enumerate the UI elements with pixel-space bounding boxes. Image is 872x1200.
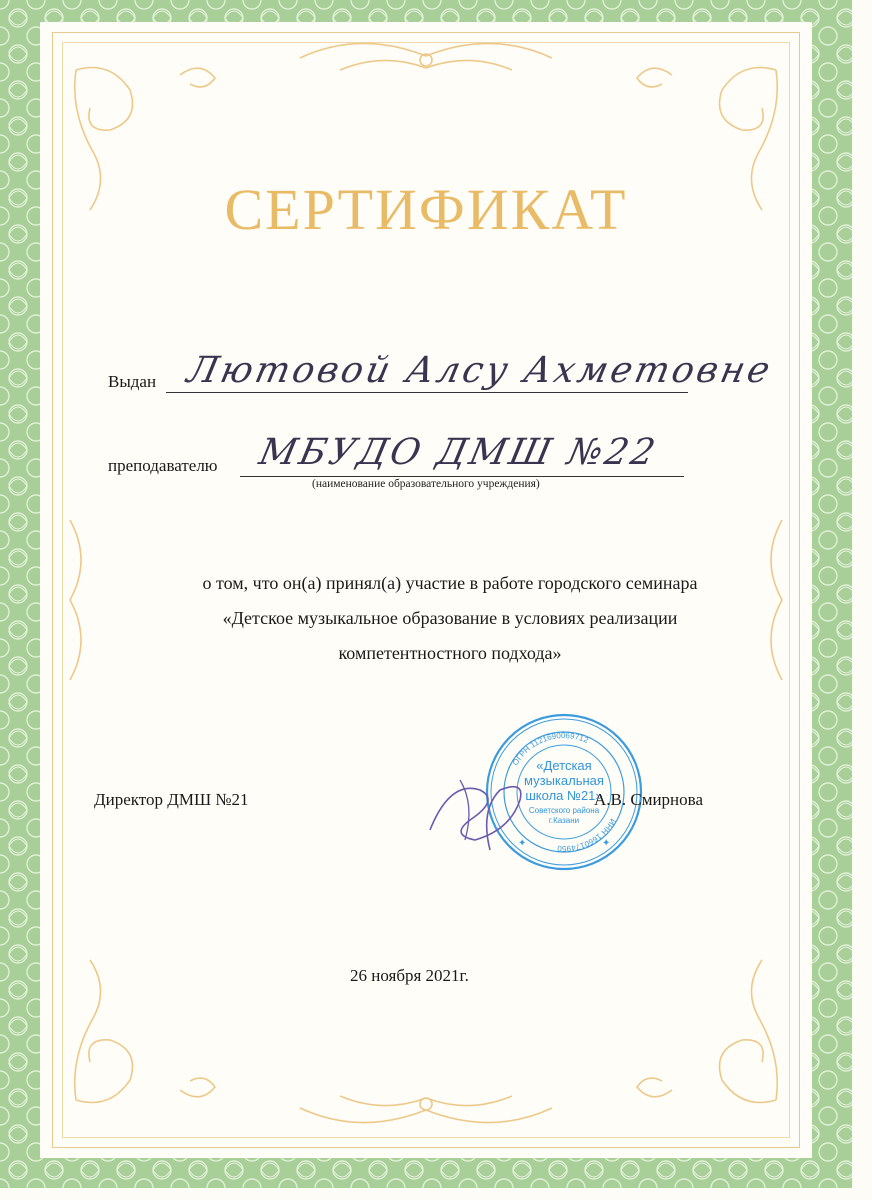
- stamp-star-icon-left: ✦: [518, 838, 527, 849]
- recipient-underline: [166, 392, 688, 393]
- position-label: преподавателю: [108, 456, 218, 475]
- issue-date: 26 ноября 2021г.: [350, 966, 469, 985]
- recipient-name-handwritten: Лютовой Алсу Ахметовне: [183, 350, 777, 391]
- stamp-ogrn: ОГРН 1121690069712: [510, 730, 590, 768]
- director-signature: [420, 760, 540, 860]
- institution-caption: (наименование образовательного учреждения): [312, 478, 540, 490]
- stamp-line-4: Советского района: [528, 806, 600, 815]
- stamp-line-1: «Детская: [536, 758, 592, 773]
- body-line-3: компетентностного подхода»: [338, 643, 562, 663]
- signatory-name: А.В. Смирнова: [594, 790, 704, 809]
- stamp-line-2: музыкальная: [524, 773, 604, 788]
- body-line-1: о том, что он(а) принял(а) участие в работе городского семинара: [202, 573, 698, 593]
- stamp-line-5: г.Казани: [548, 816, 580, 825]
- institution-underline: [240, 476, 684, 477]
- body-line-2: «Детское музыкальное образование в условиях реализации: [222, 608, 678, 628]
- issued-label: Выдан: [108, 372, 157, 391]
- stamp-star-icon: ✦: [602, 838, 611, 849]
- certificate-title: СЕРТИФИКАТ: [224, 177, 628, 242]
- institution-handwritten: МБУДО ДМШ №22: [255, 432, 662, 473]
- stamp-line-3: школа №21»: [525, 788, 603, 803]
- signatory-title: Директор ДМШ №21: [94, 790, 249, 809]
- stamp-inn: ИНН 1660174950: [557, 816, 618, 854]
